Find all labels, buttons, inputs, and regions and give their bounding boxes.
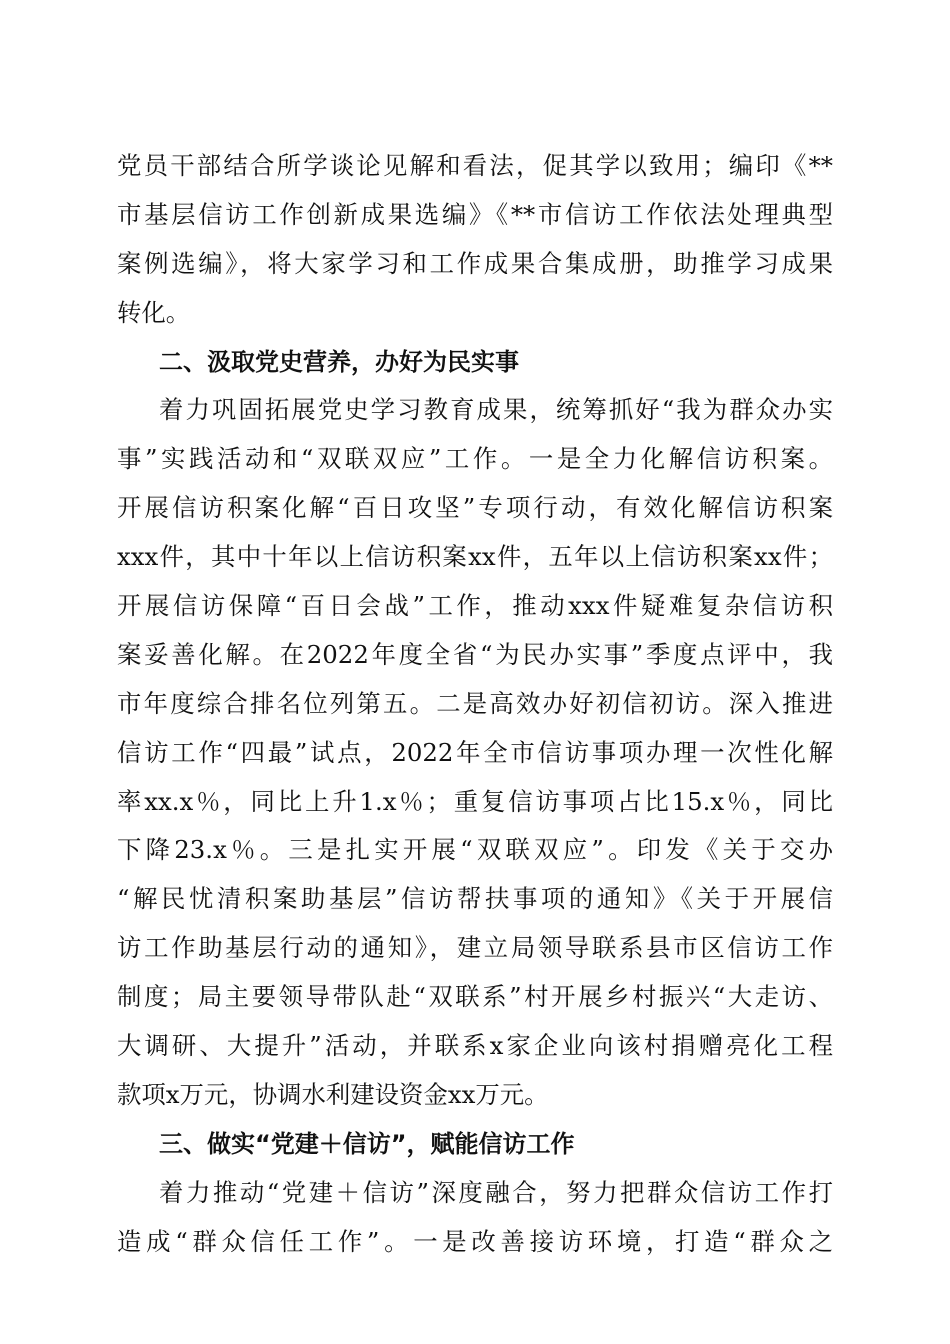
text-line: 率xx.x％，同比上升1.x％；重复信访事项占比15.x％，同比 bbox=[117, 786, 833, 816]
text-line: 造成“群众信任工作”。一是改善接访环境，打造“群众之 bbox=[117, 1226, 833, 1256]
section-2-paragraph bbox=[117, 386, 833, 1119]
text-line: 开展信访保障“百日会战”工作，推动xxx件疑难复杂信访积 bbox=[117, 591, 833, 621]
text-line: 访工作助基层行动的通知》，建立局领导联系县市区信访工作 bbox=[117, 933, 833, 963]
text-line: 市基层信访工作创新成果选编》《**市信访工作依法处理典型 bbox=[117, 199, 833, 229]
text-line: 款项x万元，协调水利建设资金xx万元。 bbox=[117, 1079, 549, 1109]
text-line: 市年度综合排名位列第五。二是高效办好初信初访。深入推进 bbox=[117, 688, 833, 718]
text-line: 案例选编》，将大家学习和工作成果合集成册，助推学习成果 bbox=[117, 248, 833, 278]
text-line: 开展信访积案化解“百日攻坚”专项行动，有效化解信访积案 bbox=[117, 493, 833, 523]
text-line: 转化。 bbox=[117, 297, 191, 327]
text-line: 着力巩固拓展党史学习教育成果，统筹抓好“我为群众办实 bbox=[159, 395, 833, 425]
text-line: 着力推动“党建＋信访”深度融合，努力把群众信访工作打 bbox=[159, 1177, 833, 1207]
text-line: 事”实践活动和“双联双应”工作。一是全力化解信访积案。 bbox=[117, 444, 833, 474]
continuation-paragraph bbox=[117, 142, 833, 338]
text-line: 案妥善化解。在2022年度全省“为民办实事”季度点评中，我 bbox=[117, 639, 833, 669]
text-line: “解民忧清积案助基层”信访帮扶事项的通知》《关于开展信 bbox=[117, 884, 833, 914]
text-line: xxx件，其中十年以上信访积案xx件，五年以上信访积案xx件； bbox=[117, 542, 833, 572]
document-page bbox=[117, 142, 833, 1266]
text-line: 大调研、大提升”活动，并联系x家企业向该村捐赠亮化工程 bbox=[117, 1031, 833, 1061]
text-line: 制度；局主要领导带队赴“双联系”村开展乡村振兴“大走访、 bbox=[117, 982, 833, 1012]
text-line: 信访工作“四最”试点，2022年全市信访事项办理一次性化解 bbox=[117, 737, 833, 767]
text-line: 党员干部结合所学谈论见解和看法，促其学以致用；编印《** bbox=[117, 151, 833, 180]
text-line: 下降23.x％。三是扎实开展“双联双应”。印发《关于交办 bbox=[117, 835, 833, 865]
section-heading-2: 二、汲取党史营养，办好为民实事 bbox=[159, 347, 519, 376]
section-3-paragraph bbox=[117, 1169, 833, 1267]
section-heading-3: 三、做实“党建＋信访”，赋能信访工作 bbox=[159, 1129, 575, 1158]
